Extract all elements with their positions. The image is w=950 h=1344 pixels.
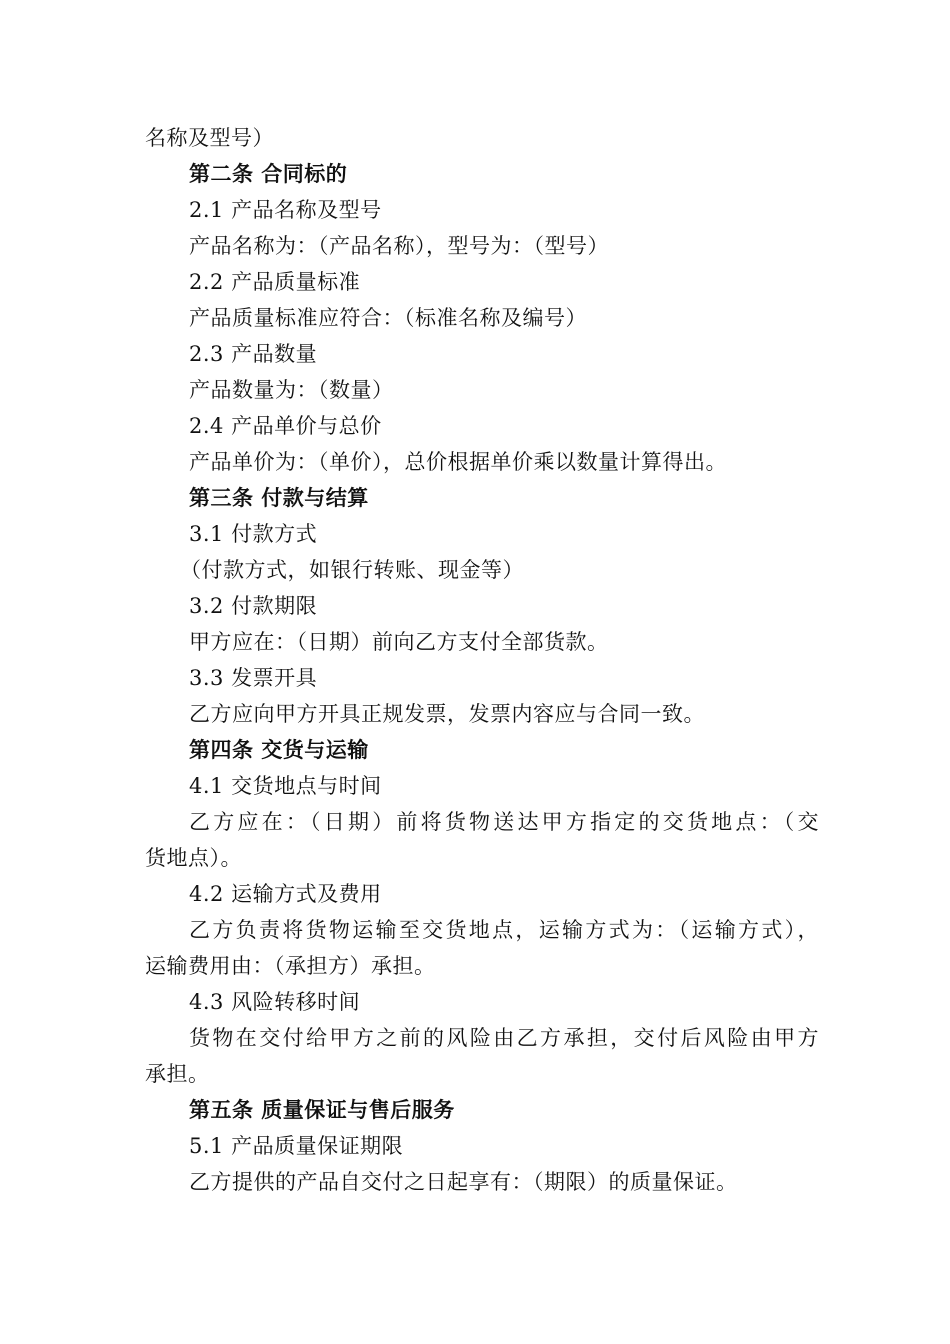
- clause-text-5-1: 乙方提供的产品自交付之日起享有：（期限）的质量保证。: [189, 1170, 738, 1194]
- clause-heading-3-3: 3.3 发票开具: [189, 666, 318, 690]
- clause-text-4-1-line-1: 乙方应在：（日期）前将货物送达甲方指定的交货地点：（交: [189, 810, 819, 834]
- clause-text-3-2: 甲方应在：（日期）前向乙方支付全部货款。: [189, 630, 609, 654]
- article-heading-5: 第五条 质量保证与售后服务: [189, 1097, 455, 1122]
- clause-heading-3-2: 3.2 付款期限: [189, 594, 318, 618]
- clause-text-2-2: 产品质量标准应符合：（标准名称及编号）: [189, 306, 587, 330]
- clause-heading-4-3: 4.3 风险转移时间: [189, 990, 361, 1014]
- clause-heading-2-2: 2.2 产品质量标准: [189, 270, 361, 294]
- clause-heading-4-2: 4.2 运输方式及费用: [189, 882, 382, 906]
- clause-heading-3-1: 3.1 付款方式: [189, 522, 318, 546]
- clause-text-4-2-line-2: 运输费用由：（承担方）承担。: [145, 954, 436, 978]
- clause-text-2-3: 产品数量为：（数量）: [189, 378, 394, 402]
- clause-text-3-3: 乙方应向甲方开具正规发票，发票内容应与合同一致。: [189, 702, 705, 726]
- body-text-continuation: 名称及型号）: [145, 126, 274, 150]
- clause-heading-4-1: 4.1 交货地点与时间: [189, 774, 382, 798]
- clause-text-4-2-line-1: 乙方负责将货物运输至交货地点，运输方式为：（运输方式），: [189, 918, 819, 942]
- clause-text-4-3-line-2: 承担。: [145, 1062, 210, 1086]
- clause-heading-2-1: 2.1 产品名称及型号: [189, 198, 382, 222]
- clause-text-2-1: 产品名称为：（产品名称），型号为：（型号）: [189, 234, 609, 258]
- article-heading-4: 第四条 交货与运输: [189, 737, 369, 762]
- clause-text-4-3-line-1: 货物在交付给甲方之前的风险由乙方承担，交付后风险由甲方: [189, 1026, 819, 1050]
- clause-text-3-1: （付款方式，如银行转账、现金等）: [180, 558, 524, 582]
- article-heading-3: 第三条 付款与结算: [189, 485, 369, 510]
- clause-heading-2-4: 2.4 产品单价与总价: [189, 414, 382, 438]
- clause-heading-5-1: 5.1 产品质量保证期限: [189, 1134, 404, 1158]
- clause-text-4-1-line-2: 货地点）。: [145, 846, 242, 870]
- article-heading-2: 第二条 合同标的: [189, 161, 348, 186]
- clause-text-2-4: 产品单价为：（单价），总价根据单价乘以数量计算得出。: [189, 450, 727, 474]
- clause-heading-2-3: 2.3 产品数量: [189, 342, 318, 366]
